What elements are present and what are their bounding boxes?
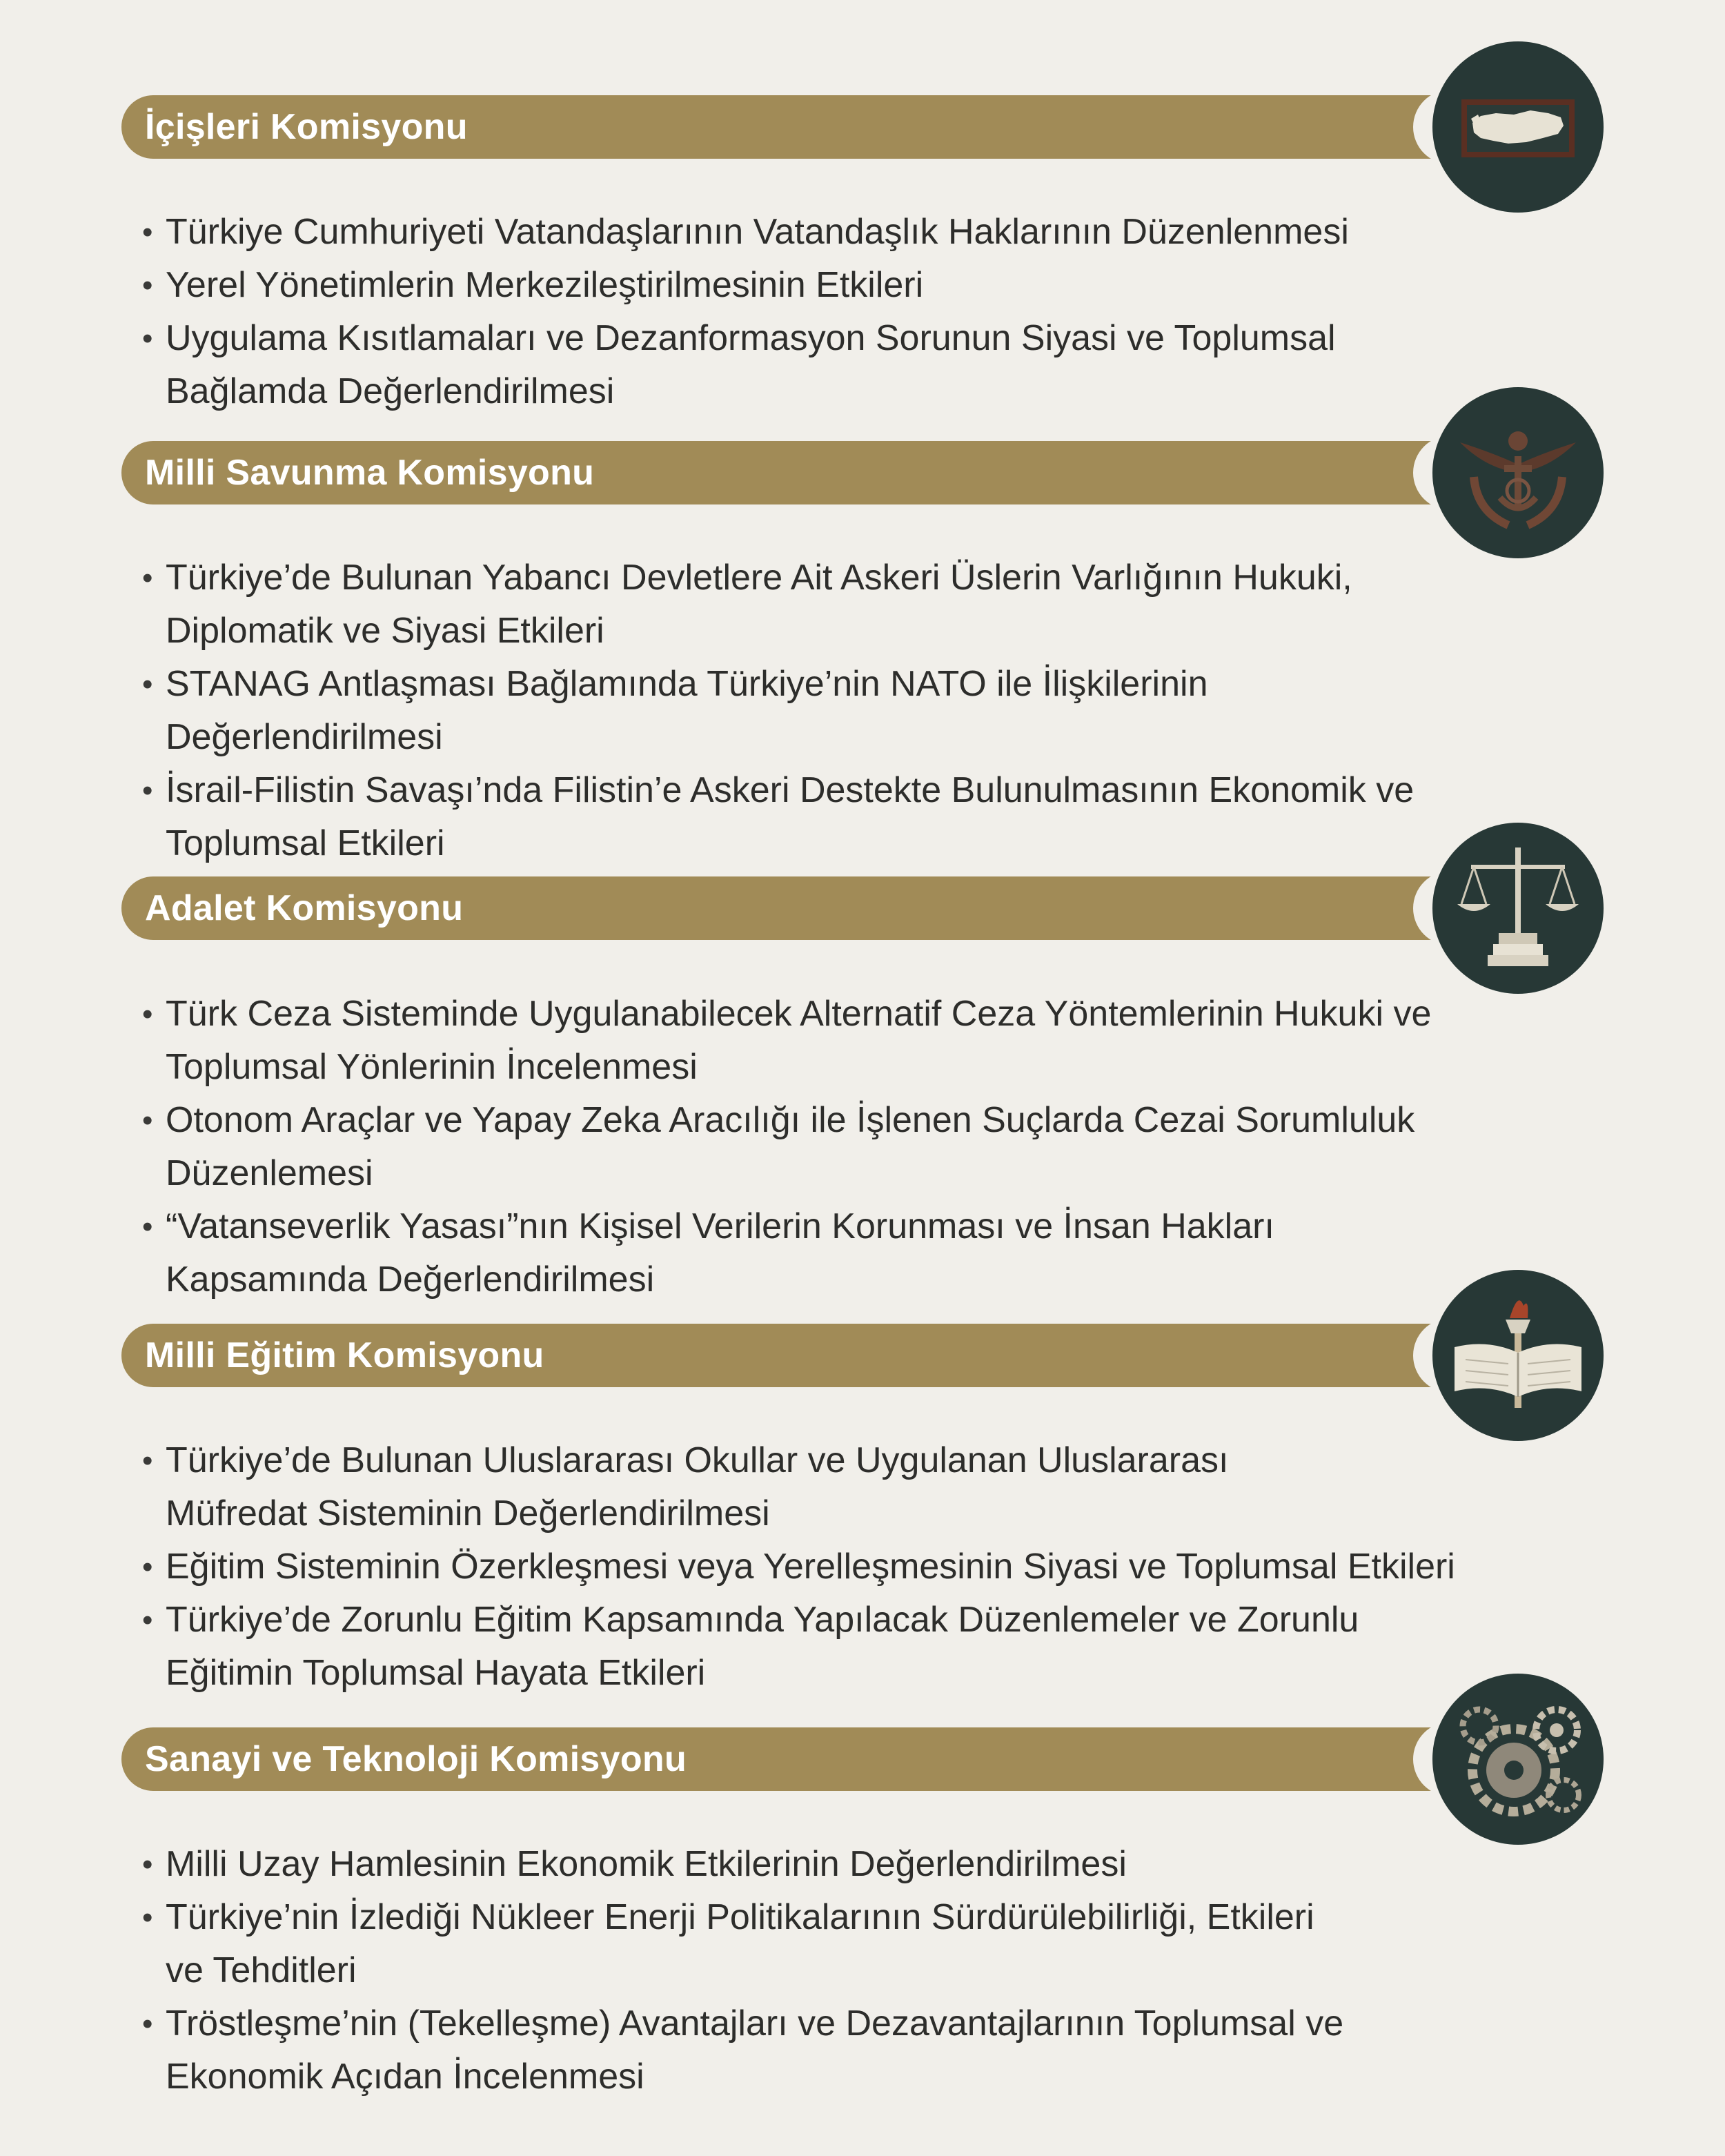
list-item: • Uygulama Kısıtlamaları ve Dezanformasyon Sorunun Siyasi ve Toplumsal Bağlamda Değerlendirilmesi [142, 312, 1349, 418]
book-torch-icon [1432, 1270, 1604, 1441]
military-emblem-icon [1432, 387, 1604, 558]
section-title: Adalet Komisyonu [145, 888, 464, 928]
list-item: • Türk Ceza Sisteminde Uygulanabilecek Alternatif Ceza Yöntemlerinin Hukuki ve Toplumsal Yönlerinin İncelenmesi [142, 988, 1431, 1094]
section-header-bar [121, 1324, 1467, 1387]
list-item: • STANAG Antlaşması Bağlamında Türkiye’nin NATO ile İlişkilerinin Değerlendirilmesi [142, 658, 1414, 764]
turkey-map-icon [1432, 41, 1604, 213]
section-title: Milli Eğitim Komisyonu [145, 1335, 544, 1375]
list-item: • Türkiye Cumhuriyeti Vatandaşlarının Vatandaşlık Haklarının Düzenlenmesi [142, 206, 1349, 259]
list-item: • Eğitim Sisteminin Özerkleşmesi veya Yerelleşmesinin Siyasi ve Toplumsal Etkileri [142, 1540, 1455, 1594]
scales-of-justice-icon [1432, 823, 1604, 994]
list-item: • Türkiye’nin İzlediği Nükleer Enerji Politikalarının Sürdürülebilirliği, Etkileri ve Tehditleri [142, 1891, 1343, 1997]
section-title: İçişleri Komisyonu [145, 107, 468, 147]
section-title: Sanayi ve Teknoloji Komisyonu [145, 1739, 687, 1779]
section-header-bar [121, 441, 1467, 504]
section-title: Milli Savunma Komisyonu [145, 453, 595, 493]
gears-icon [1432, 1674, 1604, 1845]
topic-list [142, 206, 1349, 418]
topic-list [142, 551, 1414, 870]
list-item: • Türkiye’de Zorunlu Eğitim Kapsamında Yapılacak Düzenlemeler ve Zorunlu Eğitimin Toplumsal Hayata Etkileri [142, 1594, 1455, 1700]
section-header-bar [121, 95, 1467, 159]
list-item: • “Vatanseverlik Yasası”nın Kişisel Verilerin Korunması ve İnsan Hakları Kapsamında Değerlendirilmesi [142, 1200, 1431, 1306]
topic-list [142, 1838, 1343, 2104]
list-item: • Otonom Araçlar ve Yapay Zeka Aracılığı ile İşlenen Suçlarda Cezai Sorumluluk Düzenlemesi [142, 1094, 1431, 1200]
list-item: • Türkiye’de Bulunan Uluslararası Okullar ve Uygulanan Uluslararası Müfredat Sisteminin Değerlendirilmesi [142, 1434, 1455, 1540]
list-item: • Milli Uzay Hamlesinin Ekonomik Etkilerinin Değerlendirilmesi [142, 1838, 1343, 1891]
topic-list [142, 988, 1431, 1306]
topic-list [142, 1434, 1455, 1700]
list-item: • Türkiye’de Bulunan Yabancı Devletlere Ait Askeri Üslerin Varlığının Hukuki, Diplomatik ve Siyasi Etkileri [142, 551, 1414, 658]
list-item: • Yerel Yönetimlerin Merkezileştirilmesinin Etkileri [142, 259, 1349, 312]
section-header-bar [121, 1727, 1467, 1791]
list-item: • İsrail-Filistin Savaşı’nda Filistin’e Askeri Destekte Bulunulmasının Ekonomik ve Toplumsal Etkileri [142, 764, 1414, 870]
list-item: • Tröstleşme’nin (Tekelleşme) Avantajları ve Dezavantajlarının Toplumsal ve Ekonomik Açıdan İncelenmesi [142, 1997, 1343, 2104]
section-header-bar [121, 876, 1467, 940]
